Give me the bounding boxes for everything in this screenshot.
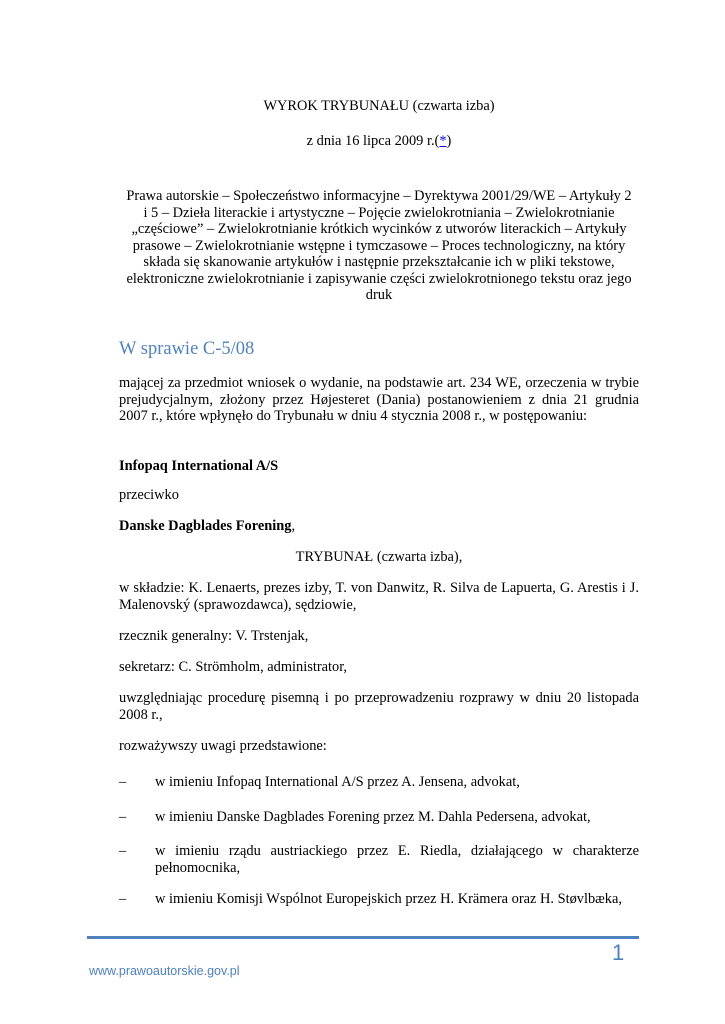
list-item: w imieniu Komisji Wspólnot Europejskich przez H. Krämera oraz H. Støvlbæka, <box>155 891 622 907</box>
list-item: w imieniu Danske Dagblades Forening przez M. Dahla Pedersena, advokat, <box>155 809 591 825</box>
keywords-line: składa się skanowanie artykułów i następnie przekształcanie ich w pliki tekstowe, <box>143 254 615 270</box>
party-defendant <box>119 518 639 535</box>
footer-divider <box>87 936 639 939</box>
list-dash: – <box>119 891 127 907</box>
keywords-line: Prawa autorskie – Społeczeństwo informacyjne – Dyrektywa 2001/29/WE – Artykuły 2 <box>126 188 632 204</box>
date-suffix: ) <box>446 133 452 149</box>
list-dash: – <box>119 809 127 825</box>
keywords-line: elektroniczne zwielokrotnianie i zapisywanie części zwielokrotnionego tekstu oraz jego <box>126 270 632 287</box>
keywords-line: i 5 – Dzieła literackie i artystyczne – Pojęcie zwielokrotniania – Zwielokrotnianie <box>143 204 615 221</box>
party-applicant: Infopaq International A/S <box>119 458 279 474</box>
intro-paragraph: mającej za przedmiot wniosek o wydanie, na podstawie art. 234 WE, orzeczenia w trybie prejudycjalnym, złożony przez Højesteret (Dania) postanowieniem z dnia 21 grudnia 2007 r., które wpłynęło do Trybunału w dniu 4 stycznia 2008 r., w postępowaniu: <box>119 375 639 424</box>
procedure-paragraph: uwzględniając procedurę pisemną i po przeprowadzeniu rozprawy w dniu 20 listopada 2008 r., <box>119 690 639 723</box>
party-defendant-suffix: , <box>291 518 296 534</box>
date-text: z dnia 16 lipca 2009 r.( <box>306 133 440 149</box>
footnote-link[interactable]: * <box>439 133 447 149</box>
case-heading: W sprawie C-5/08 <box>119 339 255 359</box>
judgment-date <box>119 133 639 150</box>
list-dash: – <box>119 843 127 859</box>
page-number: 1 <box>612 940 625 965</box>
observations-heading: rozważywszy uwagi przedstawione: <box>119 738 327 754</box>
keywords-line: druk <box>365 287 393 303</box>
list-item: w imieniu rządu austriackiego przez E. Riedla, działającego w charakterze pełnomocnika, <box>155 843 639 876</box>
footer-website-link[interactable]: www.prawoautorskie.gov.pl <box>89 964 240 978</box>
keywords-line: prasowe – Zwielokrotnianie wstępne i tymczasowe – Proces technologiczny, na który <box>132 237 626 254</box>
advocate-general: rzecznik generalny: V. Trstenjak, <box>119 628 309 644</box>
list-item: w imieniu Infopaq International A/S przez A. Jensena, advokat, <box>155 774 520 790</box>
list-dash: – <box>119 774 127 790</box>
registrar: sekretarz: C. Strömholm, administrator, <box>119 659 348 675</box>
versus-text: przeciwko <box>119 487 179 503</box>
judgment-title: WYROK TRYBUNAŁU (czwarta izba) <box>263 98 495 114</box>
keywords-summary <box>119 188 639 304</box>
court-name: TRYBUNAŁ (czwarta izba), <box>295 549 463 565</box>
court-composition: w składzie: K. Lenaerts, prezes izby, T. von Danwitz, R. Silva de Lapuerta, G. Arestis i J. Malenovský (sprawozdawca), sędziowie, <box>119 580 639 613</box>
keywords-line: „częściowe” – Zwielokrotnianie krótkich wycinków z utworów literackich – Artykuły <box>131 221 627 237</box>
party-defendant-name: Danske Dagblades Forening <box>119 518 292 534</box>
